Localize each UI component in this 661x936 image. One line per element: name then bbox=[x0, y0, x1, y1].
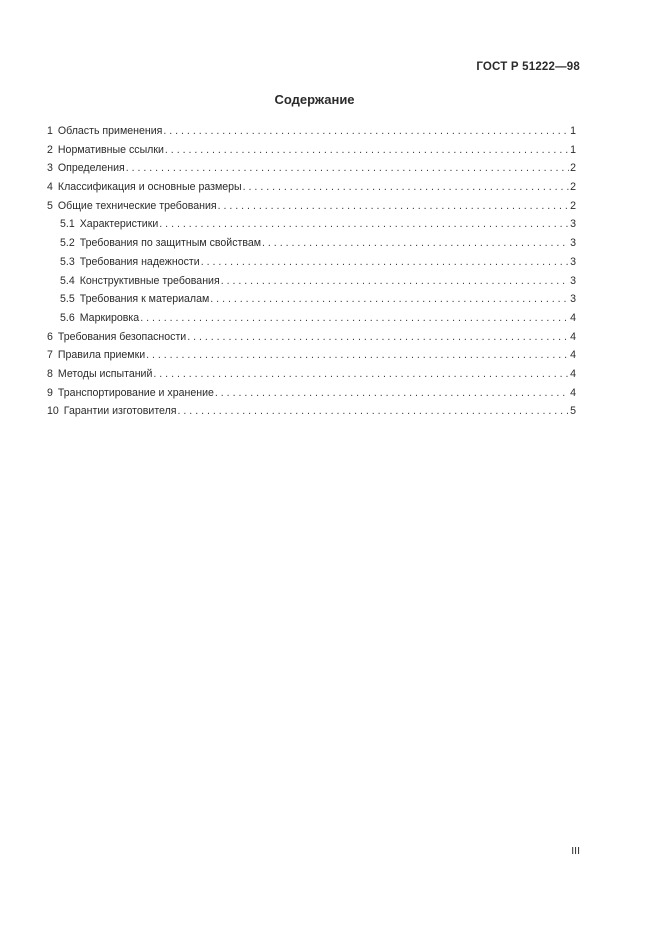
toc-entry-title: Нормативные ссылки bbox=[57, 143, 164, 156]
toc-entry-page: 3 bbox=[570, 274, 576, 287]
toc-entry[interactable] bbox=[47, 309, 576, 328]
toc-dot-leader bbox=[126, 159, 569, 178]
toc-entry-number: 3 bbox=[47, 162, 53, 175]
toc-entry-title: Определения bbox=[57, 162, 125, 175]
toc-dot-leader bbox=[140, 309, 569, 328]
toc-entry-number: 7 bbox=[47, 349, 53, 362]
toc-entry-title: Маркировка bbox=[79, 311, 140, 324]
toc-dot-leader bbox=[153, 365, 569, 384]
toc-entry-page: 3 bbox=[570, 237, 576, 250]
toc-entry-number: 5.2 bbox=[60, 237, 75, 250]
toc-entry-number: 5.5 bbox=[60, 293, 75, 306]
toc-entry-page: 2 bbox=[570, 181, 576, 194]
toc-dot-leader bbox=[187, 328, 569, 347]
toc-entry[interactable] bbox=[47, 178, 576, 197]
toc-entry-number: 5 bbox=[47, 199, 53, 212]
toc-entry-page: 3 bbox=[570, 218, 576, 231]
toc-entry[interactable] bbox=[47, 234, 576, 253]
toc-entry-page: 3 bbox=[570, 293, 576, 306]
toc-dot-leader bbox=[146, 346, 569, 365]
toc-entry-number: 10 bbox=[47, 405, 59, 418]
toc-entry-page: 4 bbox=[570, 311, 576, 324]
toc-entry[interactable] bbox=[47, 402, 576, 421]
toc-entry-page: 1 bbox=[570, 125, 576, 137]
toc-entry-page: 4 bbox=[570, 367, 576, 380]
toc-entry[interactable] bbox=[47, 215, 576, 234]
toc-entry-title: Требования надежности bbox=[79, 255, 200, 268]
toc-dot-leader bbox=[210, 290, 569, 309]
table-of-contents bbox=[47, 122, 576, 421]
toc-entry-number: 2 bbox=[47, 143, 53, 156]
toc-entry-page: 2 bbox=[570, 162, 576, 175]
toc-entry-number: 8 bbox=[47, 367, 53, 380]
document-code: ГОСТ Р 51222—98 bbox=[476, 61, 580, 73]
toc-entry-number: 5.1 bbox=[60, 218, 75, 231]
toc-entry[interactable] bbox=[47, 365, 576, 384]
toc-entry-title: Требования по защитным свойствам bbox=[79, 237, 262, 250]
toc-entry[interactable] bbox=[47, 290, 576, 309]
toc-title: Содержание bbox=[274, 92, 355, 107]
toc-entry-title: Общие технические требования bbox=[57, 199, 217, 212]
toc-entry[interactable] bbox=[47, 141, 576, 160]
toc-entry[interactable] bbox=[47, 272, 576, 291]
toc-entry-page: 5 bbox=[570, 405, 576, 418]
toc-entry[interactable] bbox=[47, 122, 576, 141]
toc-entry[interactable] bbox=[47, 253, 576, 272]
toc-entry-number: 9 bbox=[47, 386, 53, 399]
toc-dot-leader bbox=[201, 253, 569, 272]
toc-entry-title: Методы испытаний bbox=[57, 367, 153, 380]
toc-dot-leader bbox=[218, 197, 569, 216]
toc-entry[interactable] bbox=[47, 159, 576, 178]
toc-entry-page: 4 bbox=[570, 349, 576, 362]
toc-entry-page: 2 bbox=[570, 199, 576, 212]
toc-entry-number: 1 bbox=[47, 125, 53, 137]
toc-dot-leader bbox=[159, 215, 569, 234]
toc-entry-title: Требования безопасности bbox=[57, 330, 187, 343]
toc-dot-leader bbox=[215, 384, 569, 403]
toc-dot-leader bbox=[262, 234, 569, 253]
toc-entry-title: Классификация и основные размеры bbox=[57, 181, 242, 194]
toc-entry-title: Характеристики bbox=[79, 218, 159, 231]
toc-entry-title: Гарантии изготовителя bbox=[63, 405, 177, 418]
toc-entry-title: Требования к материалам bbox=[79, 293, 210, 306]
toc-entry[interactable] bbox=[47, 384, 576, 403]
toc-dot-leader bbox=[165, 141, 569, 160]
toc-entry-page: 1 bbox=[570, 143, 576, 156]
page-number: III bbox=[571, 845, 580, 857]
toc-entry-title: Транспортирование и хранение bbox=[57, 386, 214, 399]
toc-entry-number: 5.3 bbox=[60, 255, 75, 268]
toc-entry-page: 4 bbox=[570, 330, 576, 343]
toc-dot-leader bbox=[243, 178, 569, 197]
toc-dot-leader bbox=[221, 272, 569, 291]
toc-entry-number: 6 bbox=[47, 330, 53, 343]
toc-entry[interactable] bbox=[47, 328, 576, 347]
toc-entry[interactable] bbox=[47, 346, 576, 365]
toc-entry-number: 5.4 bbox=[60, 274, 75, 287]
toc-entry[interactable] bbox=[47, 197, 576, 216]
toc-entry-number: 4 bbox=[47, 181, 53, 194]
toc-entry-page: 3 bbox=[570, 255, 576, 268]
toc-dot-leader bbox=[178, 402, 569, 421]
toc-entry-page: 4 bbox=[570, 386, 576, 399]
toc-entry-title: Область применения bbox=[57, 125, 163, 137]
toc-entry-title: Правила приемки bbox=[57, 349, 146, 362]
toc-dot-leader bbox=[163, 122, 569, 141]
toc-entry-title: Конструктивные требования bbox=[79, 274, 220, 287]
toc-entry-number: 5.6 bbox=[60, 311, 75, 324]
